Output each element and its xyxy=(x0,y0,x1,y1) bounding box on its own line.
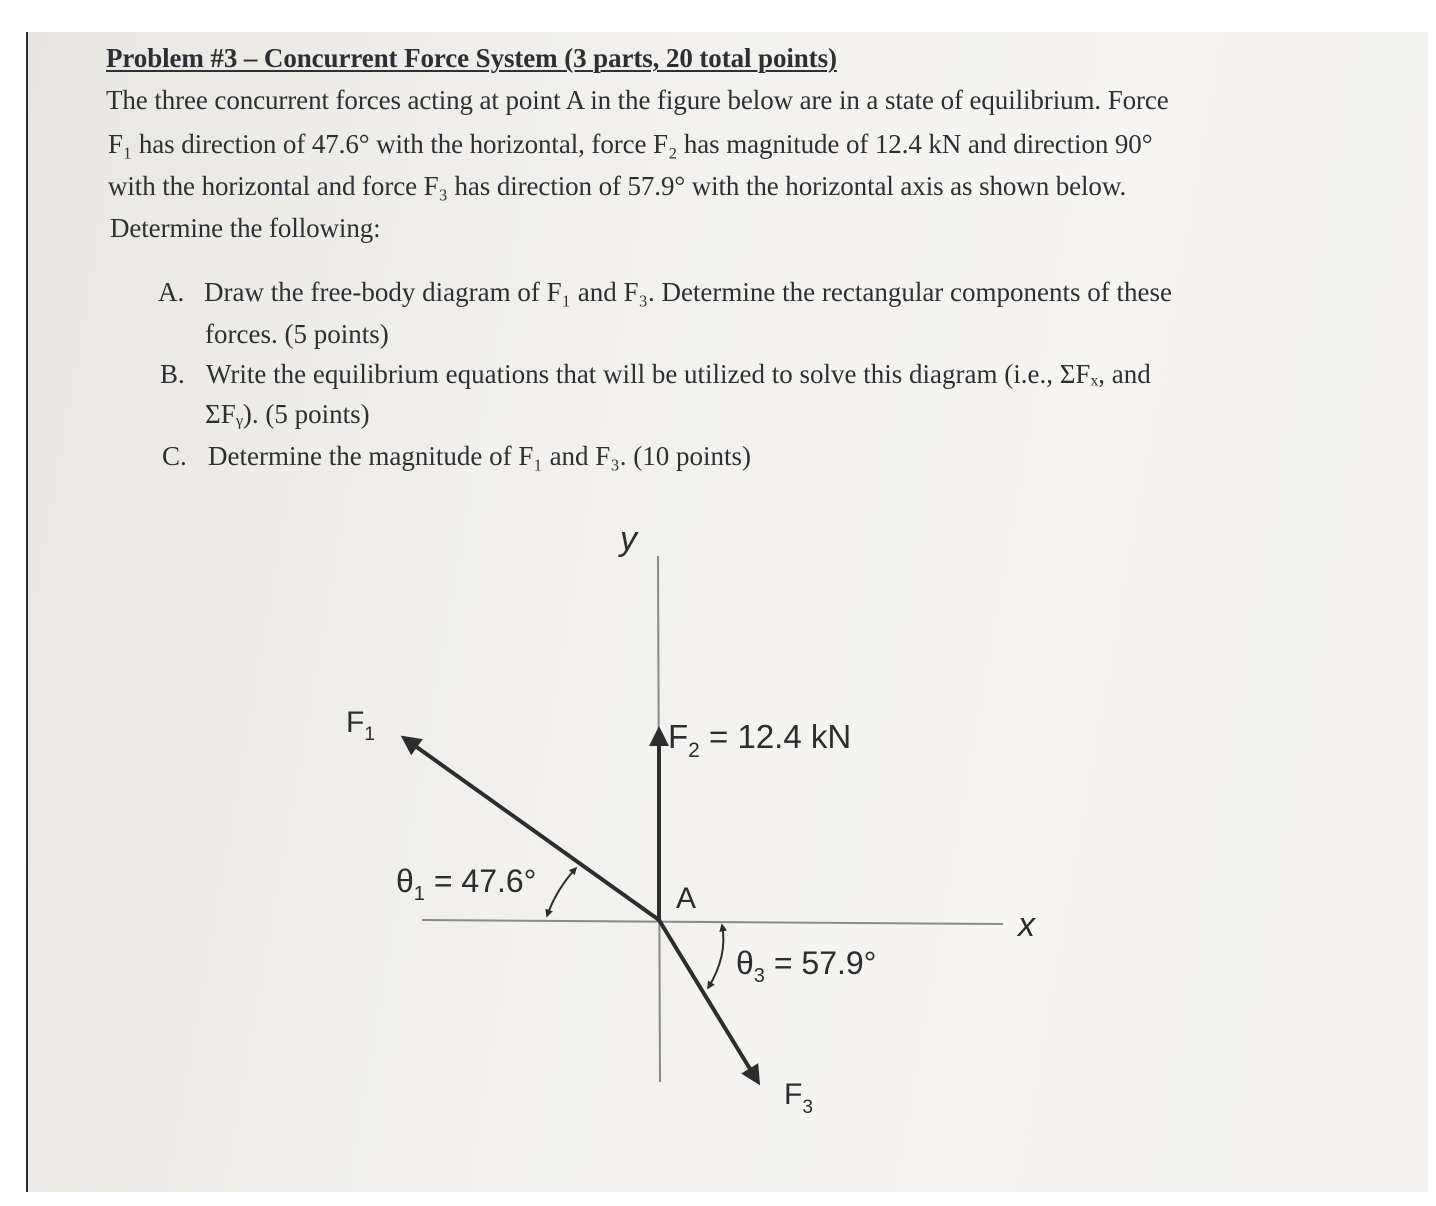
f2-subscript: 2 xyxy=(688,739,700,762)
force-diagram xyxy=(28,32,1428,1192)
intro-line-1: The three concurrent forces acting at point A in the figure below are in a state of equilibrium. Force xyxy=(106,85,1169,115)
theta3-value: = 57.9° xyxy=(764,945,877,981)
intro-line-2: F₁ has direction of 47.6° with the horizontal, force F₂ has magnitude of 12.4 kN and direction 90° xyxy=(108,129,1153,159)
f1-label xyxy=(346,706,375,745)
theta1-arc xyxy=(547,868,576,916)
part-b-label: B. xyxy=(160,359,185,389)
part-c-label: C. xyxy=(162,441,187,471)
theta3-label xyxy=(736,945,876,987)
problem-title: Problem #3 – Concurrent Force System (3 parts, 20 total points) xyxy=(106,43,837,73)
x-axis xyxy=(422,920,1003,924)
theta1-symbol: θ xyxy=(396,863,414,899)
f1-subscript: 1 xyxy=(364,724,375,745)
part-b-text-1: Write the equilibrium equations that will be utilized to solve this diagram (i.e., ΣFₓ, and xyxy=(206,359,1151,389)
theta1-label xyxy=(396,863,536,905)
theta1-value: = 47.6° xyxy=(424,863,537,899)
intro-line-3: with the horizontal and force F₃ has direction of 57.9° with the horizontal axis as shown below. xyxy=(108,171,1127,201)
theta3-subscript: 3 xyxy=(753,965,765,987)
f3-subscript: 3 xyxy=(802,1097,813,1118)
f2-value: = 12.4 kN xyxy=(699,718,852,755)
y-axis-label: y xyxy=(620,520,637,558)
f3-label xyxy=(784,1078,813,1118)
f1-letter: F xyxy=(346,706,365,739)
f2-letter: F xyxy=(668,718,689,755)
x-axis-label: x xyxy=(1018,906,1035,944)
f2-label xyxy=(668,718,851,762)
theta1-subscript: 1 xyxy=(413,883,425,905)
part-a-label: A. xyxy=(158,277,185,307)
f3-letter: F xyxy=(784,1078,803,1111)
theta3-symbol: θ xyxy=(736,945,754,981)
problem-page xyxy=(28,32,1428,1192)
theta3-arc xyxy=(708,925,723,988)
part-a-text-2: forces. (5 points) xyxy=(205,319,389,349)
part-a-text-1: Draw the free-body diagram of F₁ and F₃. Determine the rectangular components of these xyxy=(204,277,1172,307)
intro-line-4: Determine the following: xyxy=(110,213,381,243)
point-a-label: A xyxy=(676,882,697,915)
part-b-text-2: ΣFᵧ). (5 points) xyxy=(205,399,370,429)
part-c-text-1: Determine the magnitude of F₁ and F₃. (10 points) xyxy=(208,441,751,471)
photo-frame xyxy=(26,32,1428,1192)
